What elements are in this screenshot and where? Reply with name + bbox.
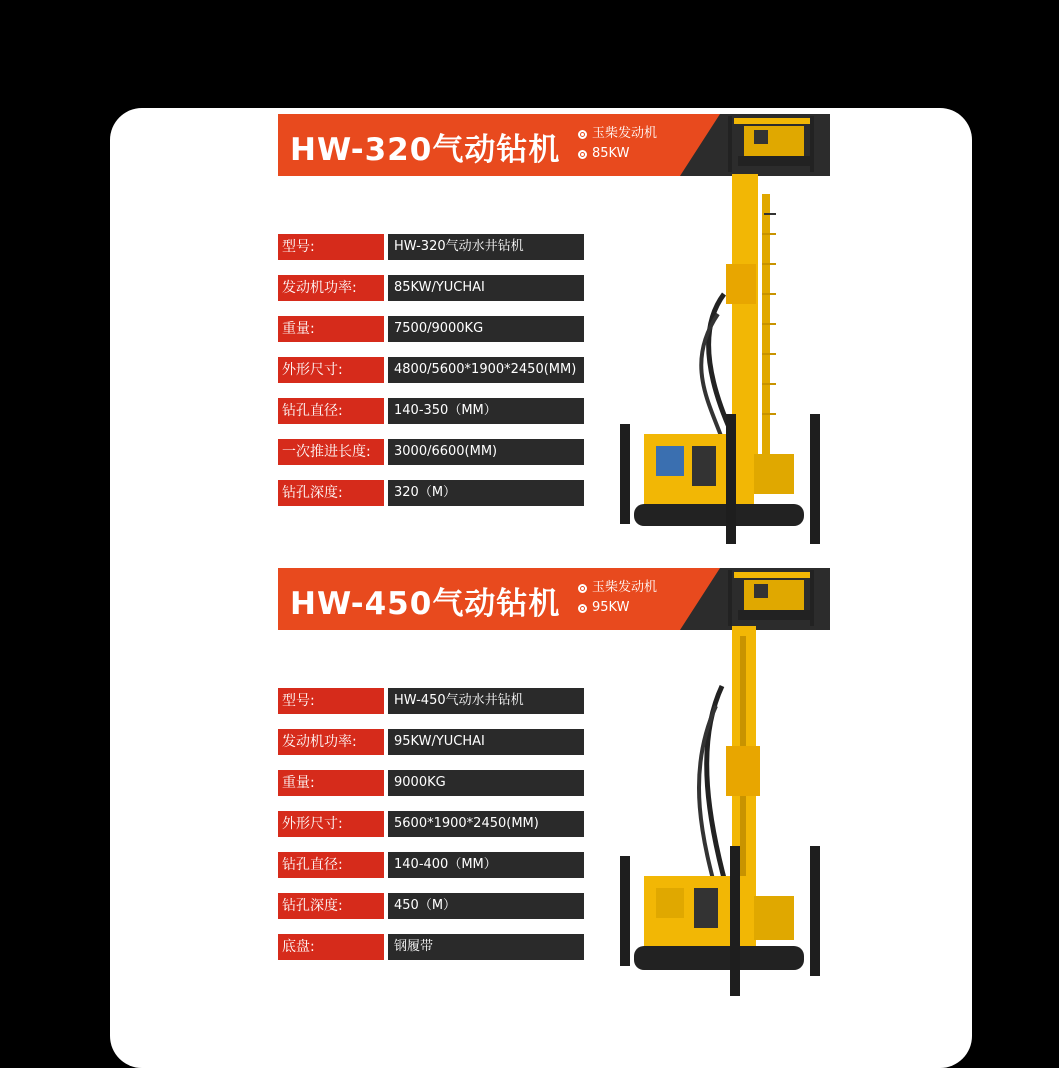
- product-banner: [278, 114, 830, 176]
- product-section-1: [278, 114, 830, 501]
- spec-row: [278, 934, 588, 960]
- bullet-icon: [578, 130, 587, 139]
- product-banner: [278, 568, 830, 630]
- product-section-2: [278, 568, 830, 955]
- spec-row: [278, 275, 588, 301]
- spec-value: 85KW/YUCHAI: [388, 275, 584, 301]
- spec-value: 320（M）: [388, 480, 584, 506]
- spec-label: 钻孔直径:: [278, 398, 384, 424]
- spec-row: [278, 770, 588, 796]
- spec-label: 钻孔深度:: [278, 893, 384, 919]
- spec-row: [278, 439, 588, 465]
- drilling-rig-image: [614, 626, 826, 998]
- spec-value: 140-400（MM）: [388, 852, 584, 878]
- spec-row: [278, 729, 588, 755]
- spec-value: 9000KG: [388, 770, 584, 796]
- product-title: HW-320气动钻机: [290, 132, 561, 168]
- spec-value: 钢履带: [388, 934, 584, 960]
- spec-label: 重量:: [278, 316, 384, 342]
- banner-info: [578, 578, 657, 618]
- spec-value: HW-450气动水井钻机: [388, 688, 584, 714]
- spec-value: 450（M）: [388, 893, 584, 919]
- spec-label: 发动机功率:: [278, 729, 384, 755]
- spec-label: 一次推进长度:: [278, 439, 384, 465]
- spec-label: 型号:: [278, 234, 384, 260]
- bullet-icon: [578, 604, 587, 613]
- spec-row: [278, 357, 588, 383]
- spec-value: 3000/6600(MM): [388, 439, 584, 465]
- spec-label: 外形尺寸:: [278, 811, 384, 837]
- spec-label: 底盘:: [278, 934, 384, 960]
- machine-thumbnail-icon: [714, 568, 824, 630]
- spec-row: [278, 893, 588, 919]
- spec-row: [278, 234, 588, 260]
- spec-value: 7500/9000KG: [388, 316, 584, 342]
- spec-label: 重量:: [278, 770, 384, 796]
- product-title: HW-450气动钻机: [290, 586, 561, 622]
- engine-text: 玉柴发动机: [592, 580, 658, 595]
- spec-label: 外形尺寸:: [278, 357, 384, 383]
- power-text: 95KW: [592, 600, 630, 615]
- spec-label: 钻孔直径:: [278, 852, 384, 878]
- spec-value: 4800/5600*1900*2450(MM): [388, 357, 584, 383]
- machine-thumbnail-icon: [714, 114, 824, 176]
- spec-row: [278, 316, 588, 342]
- engine-text: 玉柴发动机: [592, 126, 658, 141]
- spec-label: 型号:: [278, 688, 384, 714]
- power-text: 85KW: [592, 146, 630, 161]
- bullet-icon: [578, 584, 587, 593]
- spec-value: 140-350（MM）: [388, 398, 584, 424]
- spec-value: HW-320气动水井钻机: [388, 234, 584, 260]
- spec-label: 钻孔深度:: [278, 480, 384, 506]
- spec-label: 发动机功率:: [278, 275, 384, 301]
- spec-value: 95KW/YUCHAI: [388, 729, 584, 755]
- spec-row: [278, 852, 588, 878]
- spec-row: [278, 688, 588, 714]
- spec-row: [278, 398, 588, 424]
- spec-row: [278, 480, 588, 506]
- drilling-rig-image: [614, 174, 826, 546]
- banner-info: [578, 124, 657, 164]
- bullet-icon: [578, 150, 587, 159]
- spec-table: [278, 688, 588, 975]
- spec-row: [278, 811, 588, 837]
- spec-table: [278, 234, 588, 521]
- spec-value: 5600*1900*2450(MM): [388, 811, 584, 837]
